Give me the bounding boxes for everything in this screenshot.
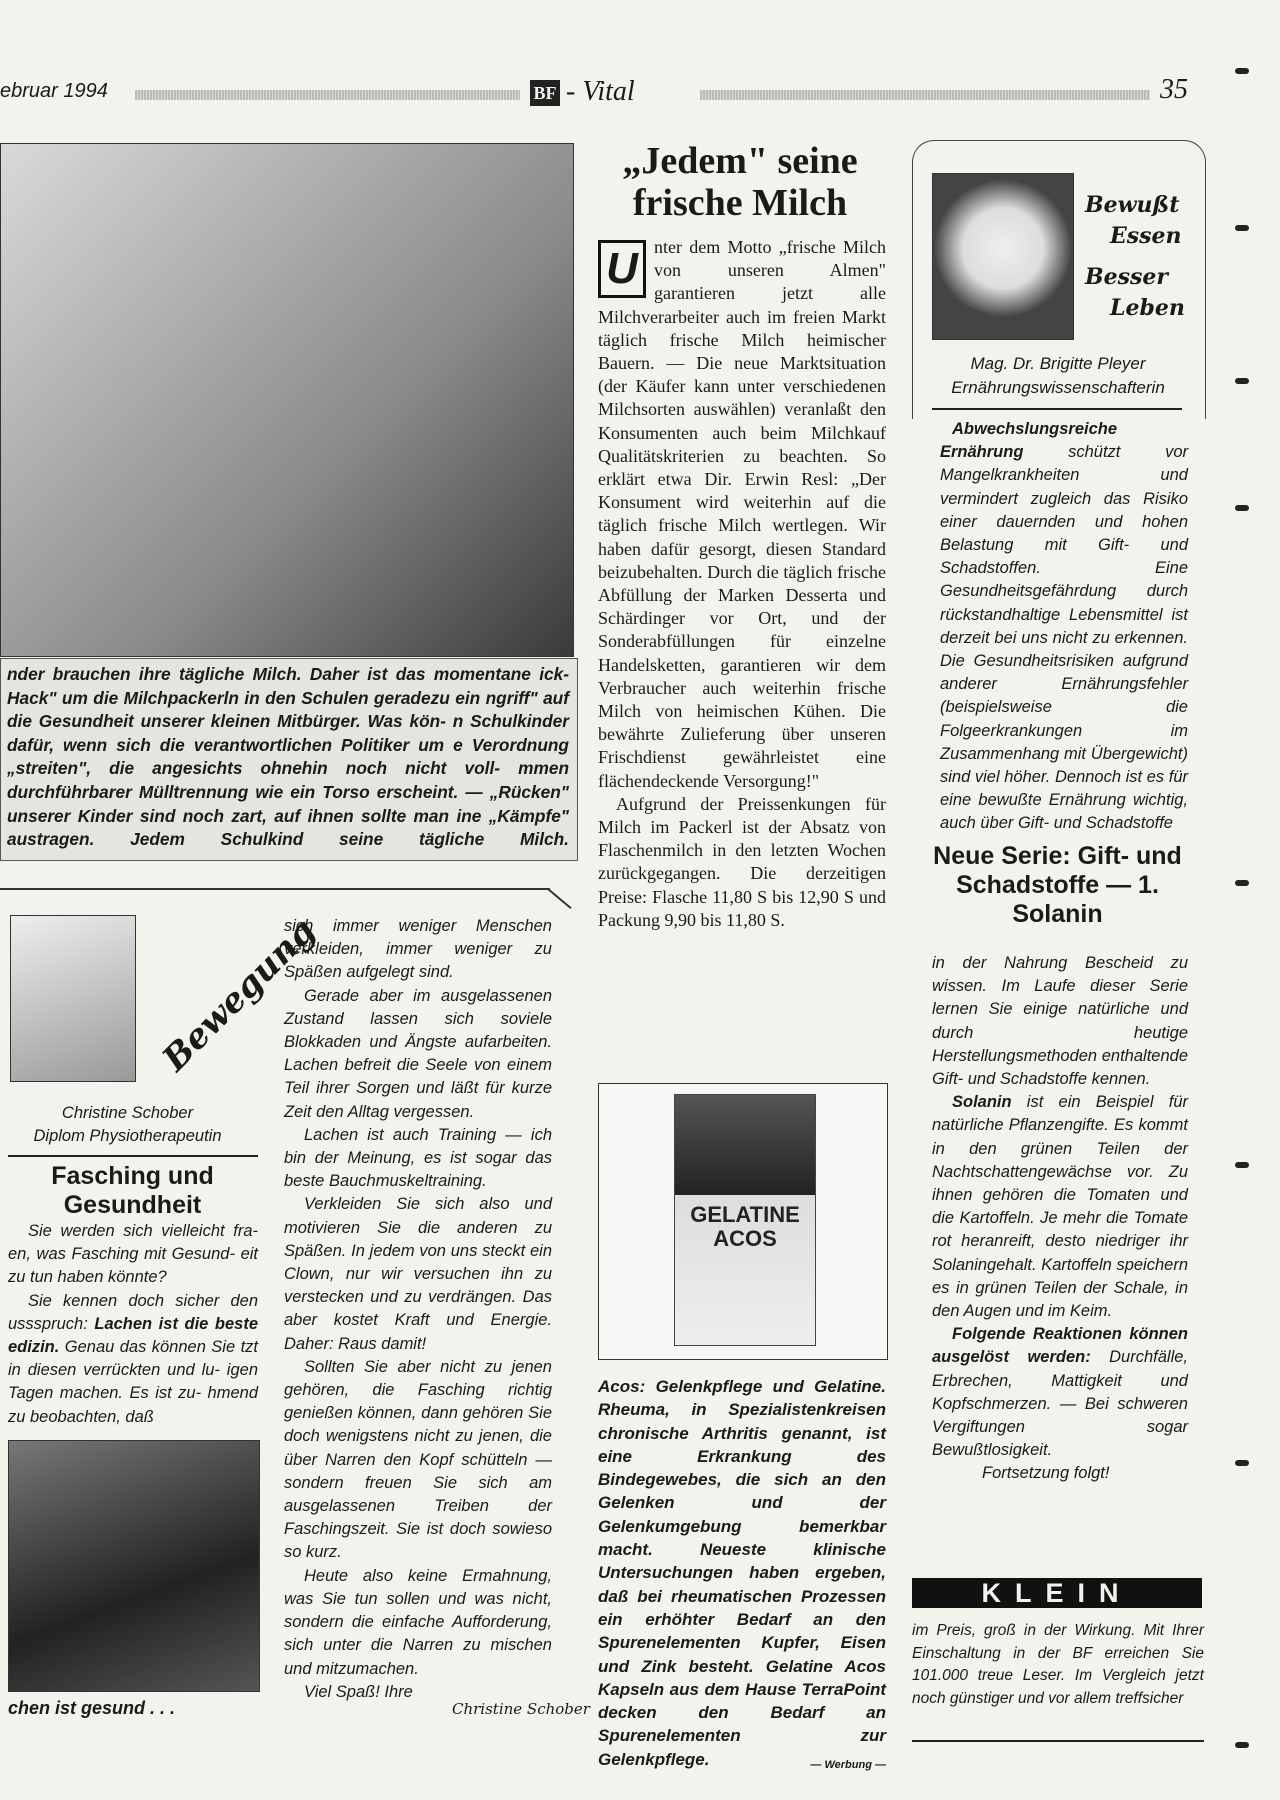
author-byline [0, 1102, 255, 1148]
issue-date: ebruar 1994 [0, 80, 108, 102]
acos-ad-image [598, 1083, 888, 1360]
margin-mark [1235, 1742, 1249, 1748]
margin-mark [1235, 505, 1249, 511]
emphasis: Lachen ist die beste edizin. [8, 1314, 259, 1357]
margin-mark [1235, 68, 1249, 74]
text: schützt vor Mangelkrankheiten und vermindert zugleich das Risiko einer dauernden und hohen Belastung mit Gift- und Schadstoffen. Eine Gesundheitsgefährdung durch rückstandhaltige Lebensmittel ist derzeit bei uns nicht zu erkennen. Die Gesundheitsrisiken aufgrund anderer Ernährungsfehler (beispielsweise die Folgeerkrankungen im Zusammenhang mit Übergewicht) sind viel höher. Dennoch ist es für eine bewußte Ernährung wichtig, auch über Gift- und Schadstoffe [940, 443, 1188, 833]
motto [1085, 190, 1185, 324]
author-title: Diplom Physiotherapeutin [33, 1127, 222, 1145]
headline-line: „Jedem" seine [622, 140, 858, 182]
margin-mark [1235, 880, 1249, 886]
signature: Christine Schober [452, 1700, 590, 1718]
fasching-paragraph: Heute also keine Ermahnung, was Sie tun sollen und was nicht, sondern die einfache Aufforderung, sich unter die Narren zu mischen und mitzumachen. [284, 1566, 552, 1678]
author-photo-schober [10, 915, 136, 1082]
klein-ad-title: KLEIN [912, 1578, 1202, 1608]
header-rule-left [135, 90, 520, 100]
nutrition-paragraph [932, 1323, 1188, 1462]
author-name: Mag. Dr. Brigitte Pleyer [970, 354, 1146, 373]
emphasis: Solanin [952, 1093, 1012, 1112]
rubric-bewegung: Bewegung [154, 910, 324, 1080]
series-headline: Neue Serie: Gift- und Schadstoffe — 1. Solanin [933, 842, 1182, 928]
photo-caption: chen ist gesund . . . [8, 1698, 176, 1718]
nutrition-paragraph [932, 1091, 1188, 1323]
text: Genau das können Sie tzt in diesen verrückten und lu- igen Tagen machen. Es ist zu- hmend zu beobachten, daß [8, 1338, 258, 1426]
byline-rule [932, 408, 1182, 410]
text: Sie kennen doch sicher den ussspruch: [8, 1291, 258, 1333]
fasching-paragraph: Gerade aber im ausgelassenen Zustand lassen sich soviele Blokkaden und Ängste aufarbeiten. Lachen befreit die Seele von einem Teil ihrer Sorgen und läßt für kurze Zeit den Alltag vergessen. [284, 986, 552, 1121]
milk-paragraph: nter dem Motto „frische Milch von unseren Almen" garantieren jetzt alle Milchverarbeiter auch im freien Markt täglich frische Milch heimischer Bauern. — Die neue Marktsituation (der Käufer kann unter verschiedenen Milchsorten auswählen) veranlaßt den Konsumenten auch beim Milchkauf Qualitätskriterien zu beachten. So erklärt etwa Dir. Erwin Resl: „Der Konsument wird weiterhin auf die täglich frische Milch wertlegen. Wir haben dafür gesorgt, diesen Standard beizubehalten. Durch die täglich frische Abfüllung der Marken Desserta und Schärdinger vor Ort, und der Sonderabfüllungen für einzelne Handelsketten, garantieren wir dem Verbraucher auch weiterhin frische Milch von heimischen Kühen. Die bewährte Zulieferung über unseren Frischdienst gewährleistet eine flächendeckende Versorgung!" [598, 237, 886, 791]
fasching-paragraph: Sie werden sich vielleicht fra- en, was Fasching mit Gesund- eit zu tun haben könnte? [8, 1222, 258, 1287]
author-photo-pleyer [932, 173, 1074, 340]
acos-product-name: GELATINE ACOS [690, 1202, 800, 1251]
page-number: 35 [1160, 74, 1188, 105]
motto-line: Essen [1110, 223, 1182, 249]
headline-line: frische Milch [632, 182, 848, 224]
fasching-paragraph: Verkleiden Sie sich also und motivieren Sie die anderen zu Späßen. In jedem von uns steckt ein Clown, nur wir versuchen ihn zu verstecken und zu verdrängen. Das aber kostet Kraft und Energie. Daher: Raus damit! [284, 1195, 552, 1353]
klein-ad-text: im Preis, groß in der Wirkung. Mit Ihrer Einschaltung in der BF erreichen Sie 101.000 treue Leser. Im Vergleich jetzt noch günstiger und vor allem treffsicher [912, 1622, 1204, 1707]
text: ist ein Beispiel für natürliche Pflanzengifte. Es kommt in den grünen Teilen der Nachtschattengewächse vor. Zu ihnen gehören die Tomaten und die Kartoffeln. Je mehr die Tomate rot heranreift, desto niedriger ihr Solaningehalt. Kartoffeln speichern es in grünen Teilen der Schale, in den Augen und im Keim. [932, 1093, 1188, 1321]
milk-article-body [598, 236, 886, 932]
milk-headline [595, 140, 885, 224]
acos-ad-text [598, 1375, 886, 1777]
author-title: Ernährungswissenschafterin [951, 378, 1165, 397]
motto-line: Leben [1110, 295, 1185, 321]
bottom-rule [912, 1740, 1204, 1742]
fasching-paragraph: Sollten Sie aber nicht zu jenen gehören, die Fasching richtig genießen können, dann gehören Sie doch wenigstens nicht zu jenen, die über Narren den Kopf schütteln — sondern freuen Sie sich am ausgelassenen Treiben der Faschingszeit. Sie ist doch sowieso so kurz. [284, 1357, 552, 1562]
motto-line: Besser [1085, 264, 1168, 290]
fasching-paragraph: Lachen ist auch Training — ich bin der Meinung, es ist sogar das beste Bauchmuskeltraining. [284, 1125, 552, 1191]
closing: Viel Spaß! Ihre [304, 1682, 413, 1701]
masked-woman-photo [8, 1440, 260, 1692]
author-name: Christine Schober [61, 1104, 194, 1122]
margin-mark [1235, 1460, 1249, 1466]
fasching-left-column [8, 1220, 258, 1429]
text: Durchfälle, Erbrechen, Mattigkeit und Kopfschmerzen. — Bei schweren Vergiftungen sogar Bewußtlosigkeit. [932, 1348, 1188, 1460]
nutrition-paragraph: in der Nahrung Bescheid zu wissen. Im Laufe dieser Serie lernen Sie einige natürliche und durch heutige Herstellungsmethoden enthaltende Gift- und Schadstoffe kennen. [932, 954, 1188, 1089]
margin-mark [1235, 225, 1249, 231]
ad-lead: Acos: Gelenkpflege und Gelatine. [598, 1377, 886, 1396]
section-title: - Vital [566, 76, 635, 107]
fasching-box-corner [547, 888, 571, 909]
fasching-headline: Fasching und Gesundheit [51, 1162, 214, 1219]
milk-paragraph: Aufgrund der Preissenkungen für Milch im Packerl ist der Absatz von Flaschenmilch in den letzten Wochen zurückgegangen. Die derzeitigen Preise: Flasche 11,80 S bis 12,90 S und Packung 9,90 bis 11,80 S. [598, 793, 886, 930]
advertising-label: — Werbung — [810, 1758, 886, 1771]
dropcap: U [598, 240, 646, 298]
ad-body: Rheuma, in Spezialistenkreisen chronische Arthritis genannt, ist eine Erkrankung des Bindegewebes, die sich an den Gelenken und der Gelenkumgebung bemerkbar macht. Neueste klinische Untersuchungen haben ergeben, daß bei rheumatischen Prozessen ein erhöhter Bedarf an den Spurenelementen Kupfer, Eisen und Zink besteht. Gelatine Acos Kapseln aus dem Hause TerraPoint decken den Bedarf an Spurenelementen zur Gelenkpflege. [598, 1400, 886, 1769]
margin-mark [1235, 378, 1249, 384]
emphasis: Abwechslungsreiche Ernährung [940, 420, 1118, 462]
child-with-milk-photo [0, 143, 574, 657]
byline-rule [8, 1155, 258, 1157]
header-rule-right [700, 90, 1150, 100]
nutrition-intro [940, 418, 1188, 836]
motto-line: Bewußt [1085, 192, 1180, 218]
fasching-box-top-rule [0, 888, 550, 890]
nutrition-paragraph [940, 418, 1188, 836]
nutrition-series-body [932, 952, 1188, 1486]
lead-photo-caption: nder brauchen ihre tägliche Milch. Daher ist das momentane ick-Hack" um die Milchpackerln in den Schulen geradezu ein ngriff" auf die Gesundheit unserer kleinen Mitbürger. Was kön- n Schulkinder dafür, wenn sich die verantwortlichen Politiker um e Verordnung „streiten", die angesichts ohnehin noch nicht voll- mmen durchführbarer Mülltrennung wie ein Torso erscheint. — „Rücken" unserer Kinder sind noch zart, auf ihnen sollte man ine „Kämpfe" austragen. Jedem Schulkind seine tägliche Milch. [0, 658, 578, 861]
emphasis: Folgende Reaktionen können ausgelöst werden: [932, 1325, 1188, 1367]
acos-product-box [674, 1094, 816, 1346]
to-be-continued: Fortsetzung folgt! [982, 1464, 1110, 1483]
margin-mark [1235, 1162, 1249, 1168]
fasching-right-column [284, 915, 552, 1704]
fasching-paragraph [8, 1290, 258, 1429]
nutrition-author-byline [912, 352, 1204, 400]
fasching-paragraph: sich immer weniger Menschen verkleiden, immer weniger zu Späßen aufgelegt sind. [284, 917, 552, 982]
bf-logo: BF [530, 80, 560, 106]
